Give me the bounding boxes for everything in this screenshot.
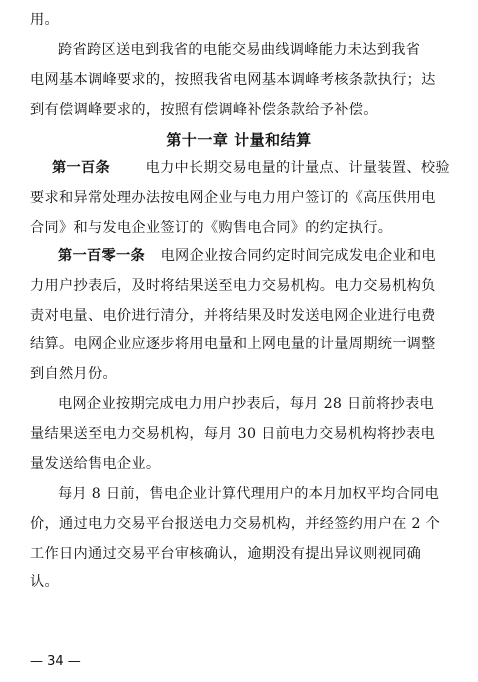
text-line: 结算。电网企业应逐步将用电量和上网电量的计量周期统一调整 [30, 336, 436, 352]
article-label: 第一百条 [52, 160, 110, 176]
text-line: 责对电量、电价进行清分，并将结果及时发送电网企业进行电费 [30, 308, 436, 324]
text-line: 用。 [30, 12, 59, 28]
text-line: 每月 8 日前，售电企业计算代理用户的本月加权平均合同电 [58, 486, 440, 502]
text-line: 合同》和与发电企业签订的《购售电合同》的约定执行。 [30, 220, 393, 236]
text-line: 到有偿调峰要求的，按照有偿调峰补偿条款给予补偿。 [30, 102, 378, 118]
text-line: 电力中长期交易电量的计量点、计量装置、校验 [145, 160, 450, 176]
text-line: 到自然月份。 [30, 366, 117, 382]
text-line: 认。 [30, 574, 59, 590]
page-number: — 34 — [30, 654, 81, 669]
text-line: 工作日内通过交易平台审核确认，逾期没有提出异议则视同确 [30, 546, 422, 562]
text-line: 量发送给售电企业。 [30, 456, 161, 472]
text-line: 电网企业按合同约定时间完成发电企业和电 [160, 248, 436, 264]
article-line [58, 246, 436, 266]
text-line: 价，通过电力交易平台报送电力交易机构，并经签约用户在 2 个 [30, 516, 441, 532]
article-line [52, 158, 450, 178]
chapter-heading: 第十一章 计量和结算 [166, 131, 312, 149]
text-line: 量结果送至电力交易机构，每月 30 日前电力交易机构将抄表电 [30, 426, 435, 442]
text-line: 要求和异常处理办法按电网企业与电力用户签订的《高压供用电 [30, 190, 436, 206]
text-line: 电网企业按期完成电力用户抄表后，每月 28 日前将抄表电 [58, 396, 434, 412]
text-line: 力用户抄表后，及时将结果送至电力交易机构。电力交易机构负 [30, 278, 436, 294]
text-line: 电网基本调峰要求的，按照我省电网基本调峰考核条款执行；达 [30, 72, 436, 88]
article-label: 第一百零一条 [58, 248, 145, 264]
text-line: 跨省跨区送电到我省的电能交易曲线调峰能力未达到我省 [58, 42, 421, 58]
